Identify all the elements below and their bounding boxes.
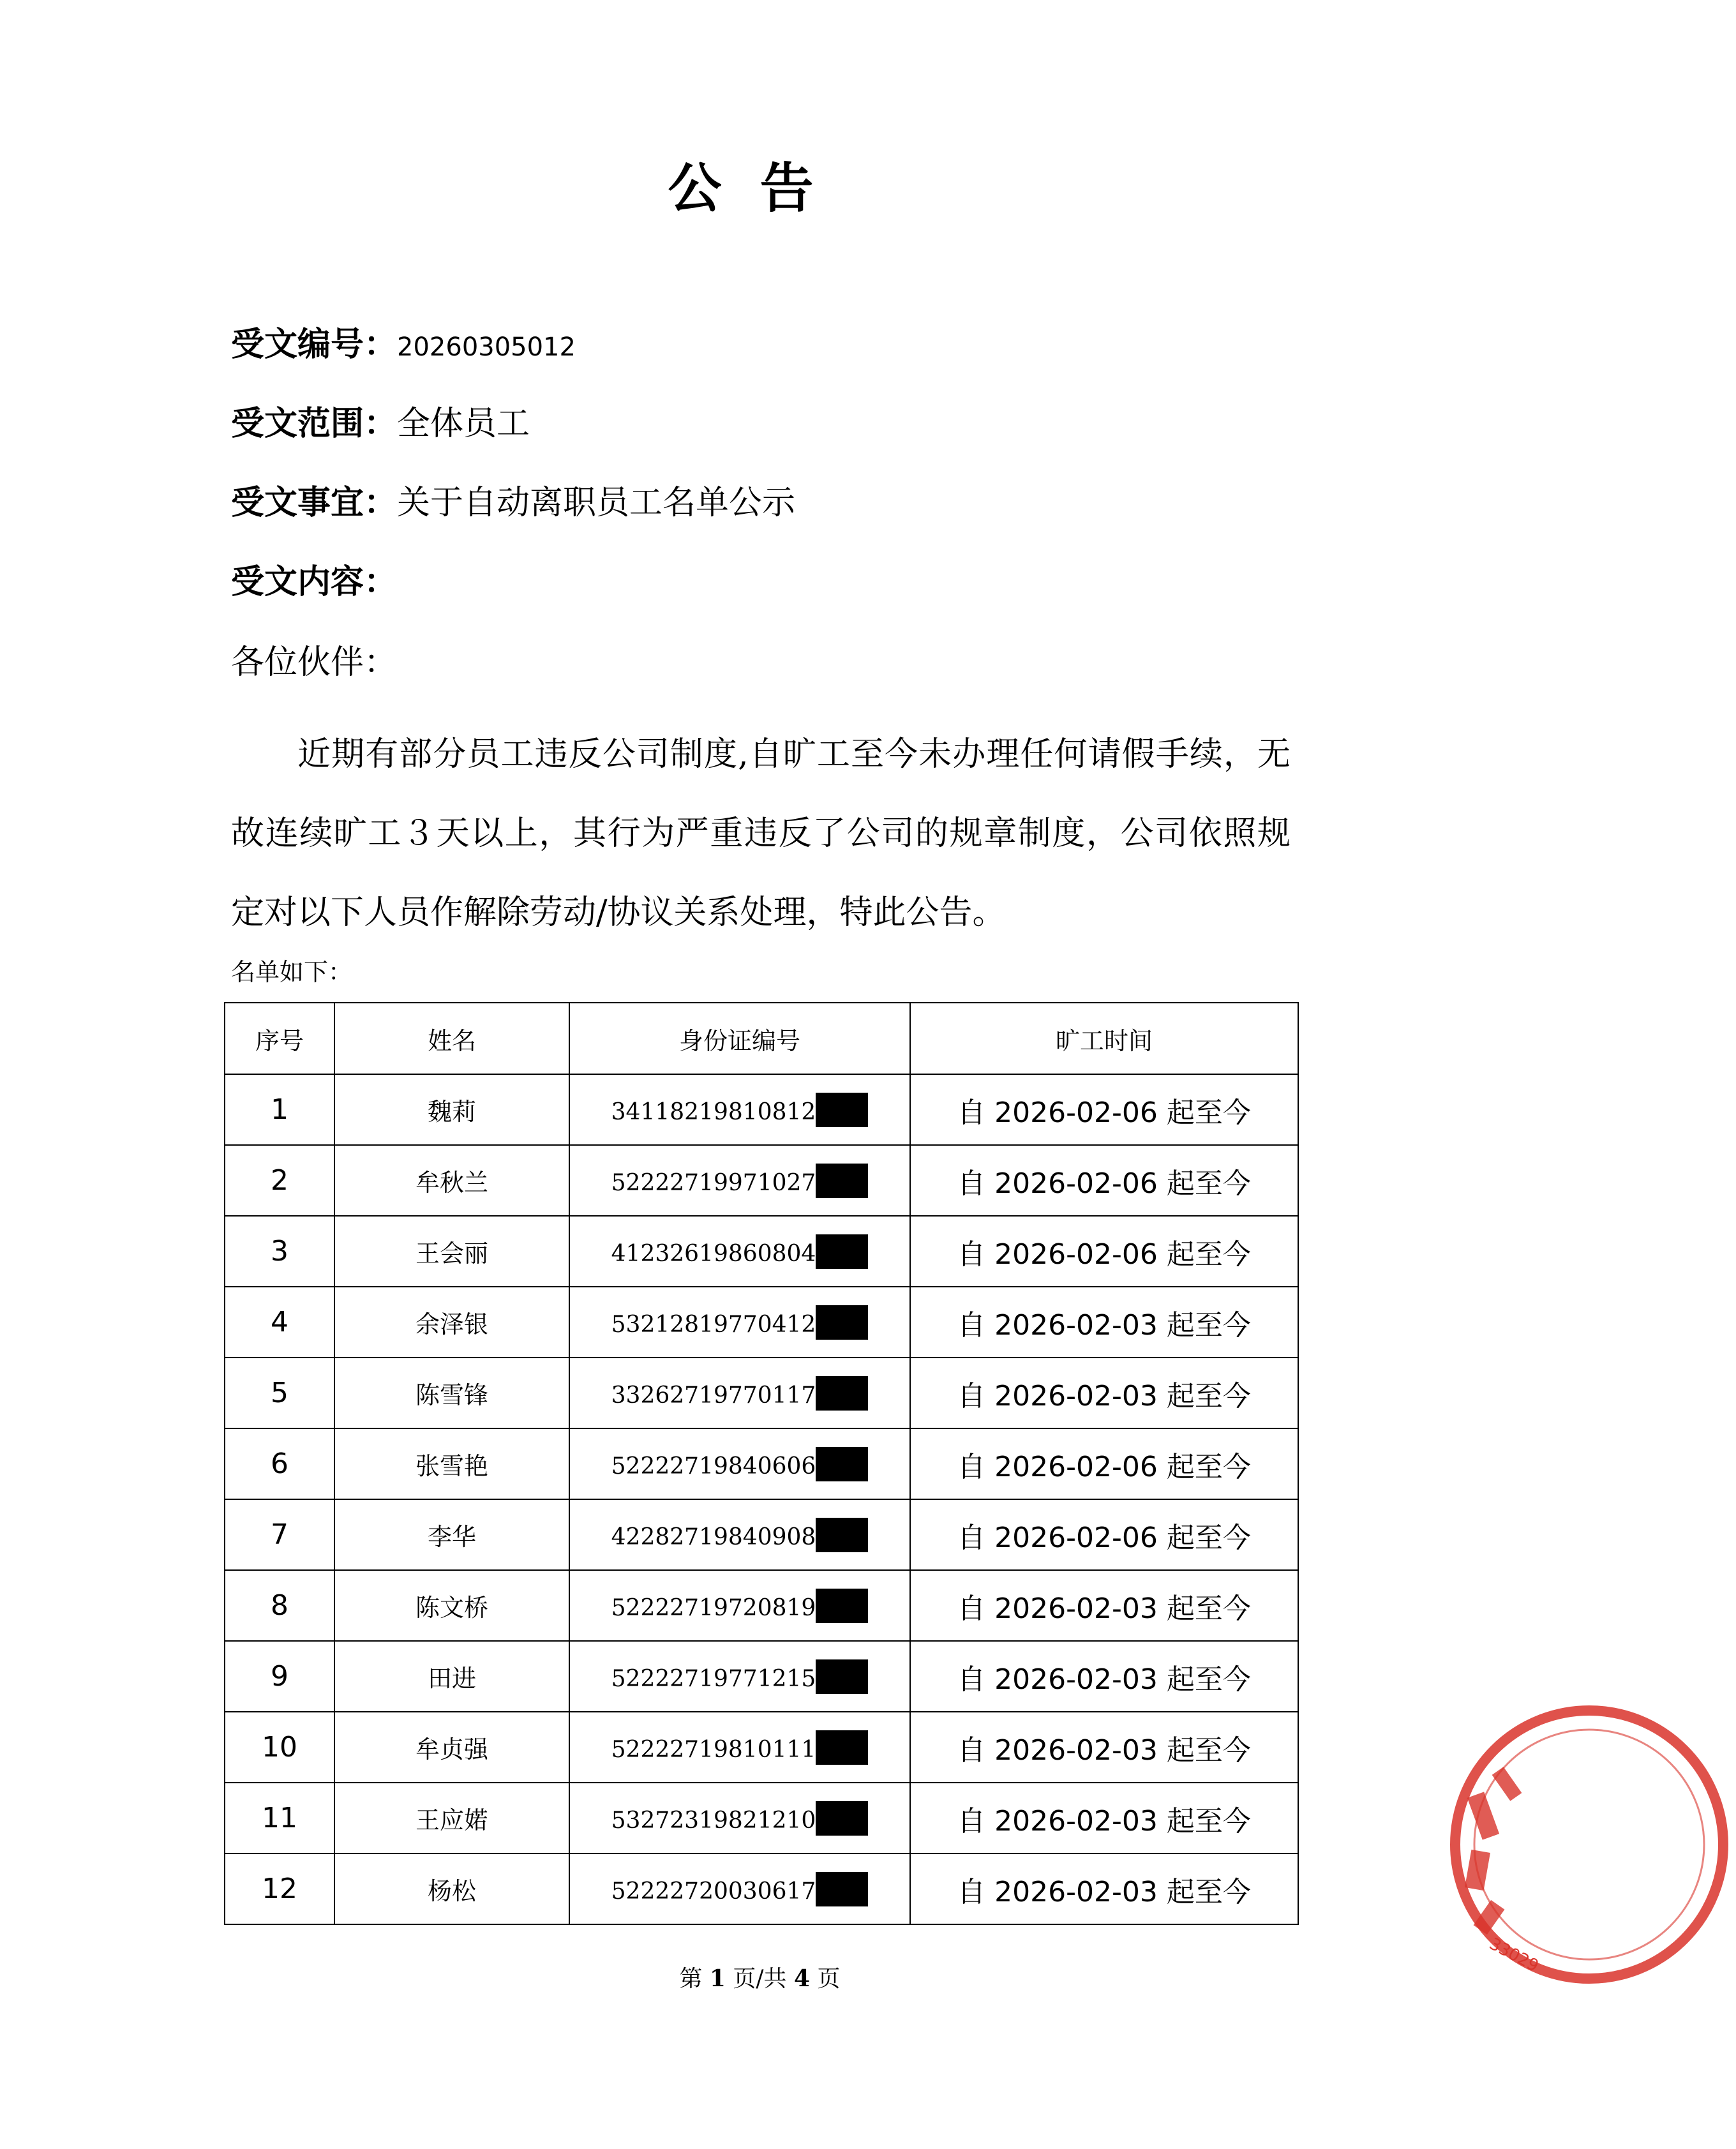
- row-id-number: 52222719810111: [611, 1736, 816, 1763]
- row-absence-time: 自 2026-02-03 起至今: [910, 1853, 1298, 1924]
- redaction-block: [816, 1801, 868, 1836]
- table-row: [225, 1570, 1298, 1641]
- employee-table: [224, 1002, 1299, 1925]
- row-no: 9: [225, 1641, 334, 1712]
- row-absence-time: 自 2026-02-06 起至今: [910, 1216, 1298, 1287]
- field-scope: [231, 398, 530, 449]
- footer-suffix: 页: [817, 1966, 841, 1992]
- row-name: 张雪艳: [334, 1428, 569, 1499]
- table-row: [225, 1428, 1298, 1499]
- row-name: 王应婼: [334, 1783, 569, 1853]
- row-absence-time: 自 2026-02-03 起至今: [910, 1570, 1298, 1641]
- redaction-block: [816, 1234, 868, 1269]
- row-no: 7: [225, 1499, 334, 1570]
- row-name: 陈雪锋: [334, 1358, 569, 1428]
- row-name: 余泽银: [334, 1287, 569, 1358]
- row-id-cell: [569, 1783, 910, 1853]
- field-scope-value: 全体员工: [397, 405, 530, 443]
- redaction-block: [816, 1659, 868, 1694]
- row-id-cell: [569, 1216, 910, 1287]
- row-absence-time: 自 2026-02-06 起至今: [910, 1428, 1298, 1499]
- field-subject: [231, 477, 795, 528]
- page-title: 公告: [668, 156, 852, 220]
- redaction-block: [816, 1518, 868, 1552]
- row-name: 杨松: [334, 1853, 569, 1924]
- row-name: 田进: [334, 1641, 569, 1712]
- table-row: [225, 1074, 1298, 1145]
- page-footer: [0, 1959, 1520, 1998]
- greeting: 各位伙伴：: [231, 643, 398, 682]
- field-doc-number: [231, 319, 576, 373]
- field-subject-label: 受文事宜：: [231, 483, 398, 522]
- row-id-cell: [569, 1570, 910, 1641]
- row-id-cell: [569, 1074, 910, 1145]
- row-no: 6: [225, 1428, 334, 1499]
- row-id-number: 42282719840908: [611, 1524, 816, 1550]
- row-id-cell: [569, 1287, 910, 1358]
- row-no: 2: [225, 1145, 334, 1216]
- row-absence-time: 自 2026-02-03 起至今: [910, 1287, 1298, 1358]
- redaction-block: [816, 1093, 868, 1127]
- row-id-number: 52222719971027: [611, 1169, 816, 1196]
- table-header-row: [225, 1003, 1298, 1074]
- header-no: 序号: [225, 1003, 334, 1074]
- row-absence-time: 自 2026-02-03 起至今: [910, 1358, 1298, 1428]
- redaction-block: [816, 1872, 868, 1906]
- row-name: 魏莉: [334, 1074, 569, 1145]
- list-label: 名单如下：: [231, 958, 353, 986]
- row-name: 牟秋兰: [334, 1145, 569, 1216]
- table-row: [225, 1358, 1298, 1428]
- row-id-cell: [569, 1712, 910, 1783]
- row-name: 牟贞强: [334, 1712, 569, 1783]
- row-id-cell: [569, 1641, 910, 1712]
- row-id-cell: [569, 1853, 910, 1924]
- table-row: [225, 1783, 1298, 1853]
- table-row: [225, 1145, 1298, 1216]
- footer-current-page: 1: [709, 1965, 726, 1992]
- header-time: 旷工时间: [910, 1003, 1298, 1074]
- table-row: [225, 1712, 1298, 1783]
- footer-prefix: 第: [679, 1966, 703, 1992]
- row-id-number: 41232619860804: [611, 1240, 816, 1267]
- row-id-cell: [569, 1499, 910, 1570]
- redaction-block: [816, 1305, 868, 1340]
- row-no: 8: [225, 1570, 334, 1641]
- row-id-number: 33262719770117: [611, 1382, 816, 1409]
- footer-middle: 页/共: [733, 1966, 787, 1992]
- redaction-block: [816, 1164, 868, 1198]
- row-id-number: 52222719771215: [611, 1665, 816, 1692]
- field-content: [231, 557, 397, 608]
- row-name: 陈文桥: [334, 1570, 569, 1641]
- body-paragraph: 近期有部分员工违反公司制度,自旷工至今未办理任何请假手续，无故连续旷工３天以上，其行为严重违反了公司的规章制度，公司依照规定对以下人员作解除劳动/协议关系处理，特此公告。: [231, 735, 1291, 932]
- table-row: [225, 1641, 1298, 1712]
- row-name: 王会丽: [334, 1216, 569, 1287]
- row-id-number: 53272319821210: [611, 1807, 816, 1834]
- row-id-number: 52222719840606: [611, 1453, 816, 1479]
- row-absence-time: 自 2026-02-03 起至今: [910, 1712, 1298, 1783]
- table-row: [225, 1287, 1298, 1358]
- header-id: 身份证编号: [569, 1003, 910, 1074]
- company-seal-icon: [1442, 1698, 1736, 1991]
- redaction-block: [816, 1376, 868, 1411]
- row-id-cell: [569, 1358, 910, 1428]
- field-doc-number-value: 20260305012: [397, 333, 576, 362]
- redaction-block: [816, 1447, 868, 1481]
- row-no: 4: [225, 1287, 334, 1358]
- row-absence-time: 自 2026-02-06 起至今: [910, 1145, 1298, 1216]
- row-absence-time: 自 2026-02-03 起至今: [910, 1783, 1298, 1853]
- row-no: 12: [225, 1853, 334, 1924]
- table-row: [225, 1853, 1298, 1924]
- row-no: 10: [225, 1712, 334, 1783]
- field-scope-label: 受文范围：: [231, 404, 398, 443]
- row-name: 李华: [334, 1499, 569, 1570]
- table-row: [225, 1499, 1298, 1570]
- row-no: 3: [225, 1216, 334, 1287]
- table-row: [225, 1216, 1298, 1287]
- redaction-block: [816, 1589, 868, 1623]
- row-absence-time: 自 2026-02-03 起至今: [910, 1641, 1298, 1712]
- row-absence-time: 自 2026-02-06 起至今: [910, 1499, 1298, 1570]
- row-no: 5: [225, 1358, 334, 1428]
- seal-number-text: 33029: [1486, 1934, 1542, 1977]
- row-absence-time: 自 2026-02-06 起至今: [910, 1074, 1298, 1145]
- field-content-label: 受文内容：: [231, 562, 398, 601]
- redaction-block: [816, 1730, 868, 1765]
- field-subject-value: 关于自动离职员工名单公示: [397, 484, 796, 522]
- header-name: 姓名: [334, 1003, 569, 1074]
- row-id-cell: [569, 1145, 910, 1216]
- footer-total-pages: 4: [794, 1965, 811, 1992]
- row-no: 11: [225, 1783, 334, 1853]
- row-no: 1: [225, 1074, 334, 1145]
- row-id-number: 52222720030617: [611, 1878, 816, 1905]
- row-id-cell: [569, 1428, 910, 1499]
- row-id-number: 53212819770412: [611, 1311, 816, 1338]
- row-id-number: 34118219810812: [611, 1098, 816, 1125]
- field-doc-number-label: 受文编号：: [231, 325, 398, 364]
- row-id-number: 52222719720819: [611, 1594, 816, 1621]
